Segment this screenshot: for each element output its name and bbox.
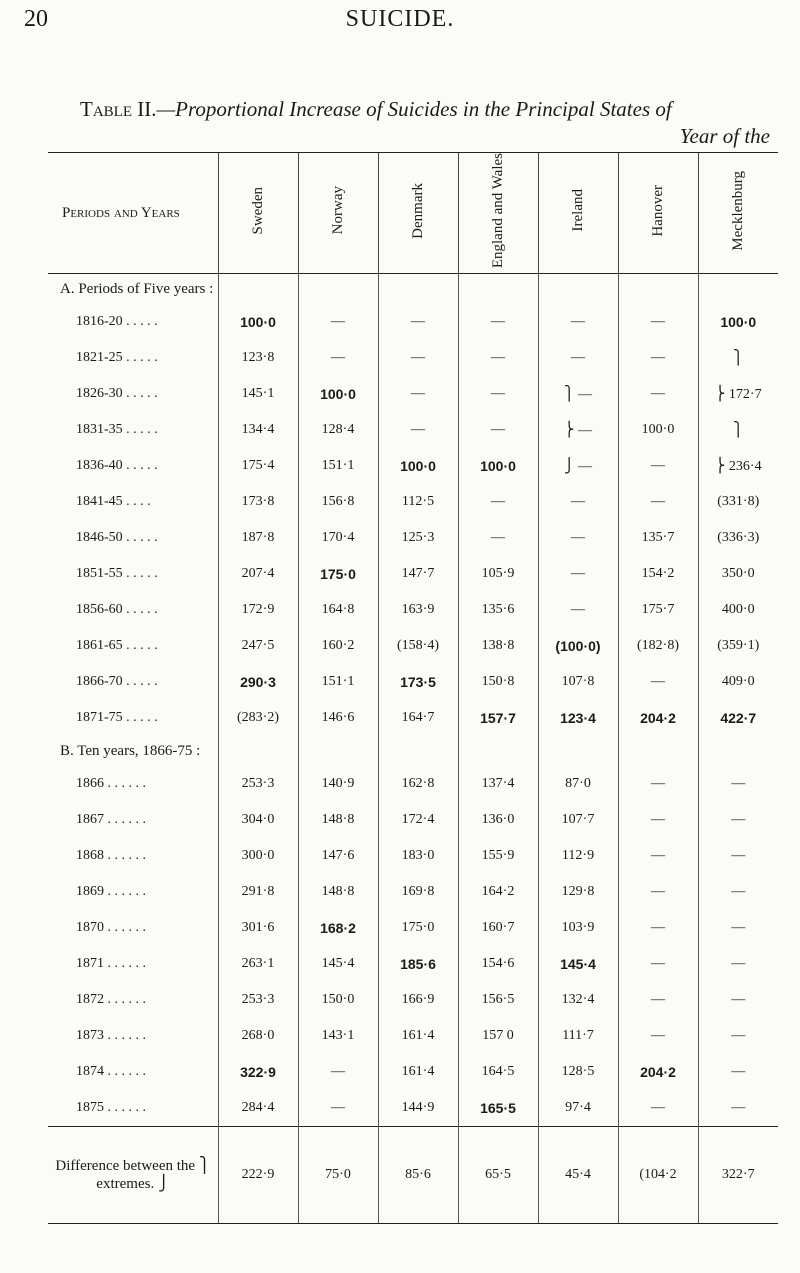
table-cell: 422·7 <box>698 700 778 736</box>
row-label: 1870 . . . . . . <box>76 920 146 936</box>
header-periods-years: Periods and Years <box>48 153 218 274</box>
difference-cell: 45·4 <box>538 1127 618 1224</box>
page-header <box>0 0 800 80</box>
running-head: SUICIDE. <box>345 6 455 32</box>
suicide-table <box>48 152 778 1224</box>
table-row <box>48 766 778 802</box>
table-row <box>48 340 778 376</box>
difference-cell: 75·0 <box>298 1127 378 1224</box>
table-cell: — <box>538 340 618 376</box>
table-cell: 175·0 <box>378 910 458 946</box>
table-row <box>48 376 778 412</box>
table-cell: — <box>538 556 618 592</box>
table-cell: ⎭ — <box>538 448 618 484</box>
table-cell: ⎬ 236·4 <box>698 448 778 484</box>
table-cell: 172·4 <box>378 802 458 838</box>
table-cell: 87·0 <box>538 766 618 802</box>
table-cell: — <box>458 520 538 556</box>
table-cell: 183·0 <box>378 838 458 874</box>
table-cell: 128·5 <box>538 1054 618 1090</box>
table-cell: 123·8 <box>218 340 298 376</box>
table-cell: 170·4 <box>298 520 378 556</box>
table-cell: 291·8 <box>218 874 298 910</box>
table-cell: 164·8 <box>298 592 378 628</box>
table-cell: — <box>618 304 698 340</box>
header-norway: Norway <box>298 153 378 274</box>
row-label: 1874 . . . . . . <box>76 1064 146 1080</box>
table-cell: — <box>698 910 778 946</box>
caption-lead: Table II. <box>80 97 157 121</box>
table-cell: — <box>618 946 698 982</box>
table-cell: 137·4 <box>458 766 538 802</box>
table-cell: 160·2 <box>298 628 378 664</box>
table-cell: — <box>618 874 698 910</box>
table-cell: 164·7 <box>378 700 458 736</box>
table-cell: 350·0 <box>698 556 778 592</box>
table-cell: — <box>698 838 778 874</box>
table-cell: — <box>458 304 538 340</box>
row-label: 1869 . . . . . . <box>76 884 146 900</box>
table-cell: 112·9 <box>538 838 618 874</box>
table-cell: 146·6 <box>298 700 378 736</box>
table-cell: — <box>298 1054 378 1090</box>
table-cell: — <box>698 1090 778 1127</box>
table-cell: (100·0) <box>538 628 618 664</box>
table-cell: 164·2 <box>458 874 538 910</box>
table-cell: 105·9 <box>458 556 538 592</box>
table-cell: 161·4 <box>378 1018 458 1054</box>
table-cell: — <box>618 664 698 700</box>
table-cell: 150·0 <box>298 982 378 1018</box>
table-row <box>48 628 778 664</box>
table-row <box>48 874 778 910</box>
row-label: 1873 . . . . . . <box>76 1028 146 1044</box>
section-b-heading: B. Ten years, 1866-75 : <box>48 736 778 766</box>
table-cell: — <box>538 484 618 520</box>
table-cell: 263·1 <box>218 946 298 982</box>
table-cell: — <box>698 982 778 1018</box>
row-label: 1866 . . . . . . <box>76 776 146 792</box>
table-cell: 161·4 <box>378 1054 458 1090</box>
row-label: 1816-20 . . . . . <box>76 314 158 330</box>
table-cell: 138·8 <box>458 628 538 664</box>
table-cell: — <box>618 1090 698 1127</box>
table-cell: — <box>298 1090 378 1127</box>
table-cell: — <box>618 982 698 1018</box>
table-cell: 129·8 <box>538 874 618 910</box>
table-cell: (331·8) <box>698 484 778 520</box>
table-cell: — <box>378 304 458 340</box>
table-cell: 166·9 <box>378 982 458 1018</box>
table-row <box>48 304 778 340</box>
table-cell: 97·4 <box>538 1090 618 1127</box>
header-hanover: Hanover <box>618 153 698 274</box>
table-row <box>48 592 778 628</box>
table-cell: 168·2 <box>298 910 378 946</box>
table-cell: — <box>458 376 538 412</box>
table-cell: 135·7 <box>618 520 698 556</box>
table-cell: — <box>298 340 378 376</box>
table-cell: 107·7 <box>538 802 618 838</box>
table-row <box>48 1090 778 1127</box>
table-cell: 204·2 <box>618 700 698 736</box>
table-cell: 173·5 <box>378 664 458 700</box>
difference-cell: 322·7 <box>698 1127 778 1224</box>
table-cell: 187·8 <box>218 520 298 556</box>
table-caption <box>80 96 792 150</box>
caption-title-line1: —Proportional Increase of Suicides in the Principal States of <box>156 97 672 121</box>
table-cell: — <box>618 802 698 838</box>
row-label: 1841-45 . . . . <box>76 494 151 510</box>
table-cell: 409·0 <box>698 664 778 700</box>
row-label: 1846-50 . . . . . <box>76 530 158 546</box>
table-row <box>48 946 778 982</box>
table-cell: 204·2 <box>618 1054 698 1090</box>
table-cell: — <box>618 340 698 376</box>
table-row <box>48 448 778 484</box>
table-cell: 100·0 <box>378 448 458 484</box>
row-label: 1872 . . . . . . <box>76 992 146 1008</box>
table-cell: 112·5 <box>378 484 458 520</box>
table-cell: 400·0 <box>698 592 778 628</box>
table-row <box>48 1018 778 1054</box>
table-cell: 164·5 <box>458 1054 538 1090</box>
table-cell: — <box>538 304 618 340</box>
table-cell: ⎬ 172·7 <box>698 376 778 412</box>
table-cell: 100·0 <box>458 448 538 484</box>
row-label: 1875 . . . . . . <box>76 1100 146 1116</box>
difference-label: Difference between the ⎫ extremes. ⎭ <box>48 1127 218 1224</box>
table-cell: 172·9 <box>218 592 298 628</box>
row-label: 1826-30 . . . . . <box>76 386 158 402</box>
table-cell: 103·9 <box>538 910 618 946</box>
table-cell: (359·1) <box>698 628 778 664</box>
row-label: 1867 . . . . . . <box>76 812 146 828</box>
table-cell: — <box>378 412 458 448</box>
table-cell: — <box>618 766 698 802</box>
caption-title-line2: Year of the <box>679 124 770 148</box>
table-cell: 173·8 <box>218 484 298 520</box>
row-label: 1871 . . . . . . <box>76 956 146 972</box>
table-row <box>48 412 778 448</box>
difference-row <box>48 1127 778 1224</box>
header-ireland: Ireland <box>538 153 618 274</box>
table-cell: 147·6 <box>298 838 378 874</box>
table-cell: 111·7 <box>538 1018 618 1054</box>
table-cell: — <box>618 838 698 874</box>
table-cell: 148·8 <box>298 874 378 910</box>
table-cell: 300·0 <box>218 838 298 874</box>
header-england-wales: England and Wales <box>458 153 538 274</box>
table-cell: 154·6 <box>458 946 538 982</box>
difference-cell: (104·2 <box>618 1127 698 1224</box>
table-cell: 175·0 <box>298 556 378 592</box>
row-label: 1851-55 . . . . . <box>76 566 158 582</box>
table-cell: 134·4 <box>218 412 298 448</box>
row-label: 1868 . . . . . . <box>76 848 146 864</box>
table-cell: 157·7 <box>458 700 538 736</box>
table-cell: 155·9 <box>458 838 538 874</box>
table-cell: 163·9 <box>378 592 458 628</box>
table-cell: 150·8 <box>458 664 538 700</box>
table-cell: 136·0 <box>458 802 538 838</box>
table-cell: — <box>698 802 778 838</box>
table-cell: 123·4 <box>538 700 618 736</box>
table-cell: 145·4 <box>298 946 378 982</box>
difference-cell: 222·9 <box>218 1127 298 1224</box>
table-cell: 185·6 <box>378 946 458 982</box>
table-cell: 290·3 <box>218 664 298 700</box>
table-cell: — <box>298 304 378 340</box>
table-cell: 145·4 <box>538 946 618 982</box>
table-cell: — <box>538 520 618 556</box>
table-cell: 151·1 <box>298 448 378 484</box>
table-cell: 135·6 <box>458 592 538 628</box>
row-label: 1821-25 . . . . . <box>76 350 158 366</box>
table-cell: — <box>618 448 698 484</box>
table-cell: 100·0 <box>698 304 778 340</box>
table-cell: 151·1 <box>298 664 378 700</box>
table-cell: 100·0 <box>218 304 298 340</box>
table-cell: ⎫ <box>698 340 778 376</box>
table-cell: (336·3) <box>698 520 778 556</box>
table-row <box>48 484 778 520</box>
table-row <box>48 1054 778 1090</box>
table-cell: 156·8 <box>298 484 378 520</box>
table-cell: — <box>698 766 778 802</box>
table-row <box>48 838 778 874</box>
row-label: 1836-40 . . . . . <box>76 458 158 474</box>
table-cell: — <box>618 376 698 412</box>
table-cell: — <box>698 1018 778 1054</box>
table-cell: — <box>458 340 538 376</box>
header-mecklenburg: Mecklenburg <box>698 153 778 274</box>
table-cell: 148·8 <box>298 802 378 838</box>
table-row <box>48 910 778 946</box>
table-cell: (182·8) <box>618 628 698 664</box>
table-cell: 100·0 <box>298 376 378 412</box>
table-cell: 175·7 <box>618 592 698 628</box>
table-cell: — <box>378 376 458 412</box>
table-row <box>48 556 778 592</box>
difference-cell: 85·6 <box>378 1127 458 1224</box>
table-cell: 253·3 <box>218 982 298 1018</box>
table-cell: 144·9 <box>378 1090 458 1127</box>
table-cell: 284·4 <box>218 1090 298 1127</box>
row-label: 1866-70 . . . . . <box>76 674 158 690</box>
row-label: 1856-60 . . . . . <box>76 602 158 618</box>
table-cell: — <box>538 592 618 628</box>
table-cell: 169·8 <box>378 874 458 910</box>
table-row <box>48 520 778 556</box>
table-cell: 268·0 <box>218 1018 298 1054</box>
difference-cell: 65·5 <box>458 1127 538 1224</box>
table-cell: 125·3 <box>378 520 458 556</box>
table-row <box>48 982 778 1018</box>
table-cell: 100·0 <box>618 412 698 448</box>
table-cell: (158·4) <box>378 628 458 664</box>
table-cell: — <box>618 910 698 946</box>
table-cell: 247·5 <box>218 628 298 664</box>
table-cell: — <box>698 1054 778 1090</box>
table-cell: — <box>378 340 458 376</box>
table-cell: — <box>458 484 538 520</box>
table-cell: 207·4 <box>218 556 298 592</box>
header-sweden: Sweden <box>218 153 298 274</box>
table-cell: 140·9 <box>298 766 378 802</box>
table-cell: (283·2) <box>218 700 298 736</box>
table-cell: 143·1 <box>298 1018 378 1054</box>
table-cell: 154·2 <box>618 556 698 592</box>
table-cell: ⎫ <box>698 412 778 448</box>
table-cell: — <box>618 484 698 520</box>
table-cell: 157 0 <box>458 1018 538 1054</box>
table-cell: 128·4 <box>298 412 378 448</box>
table-row <box>48 700 778 736</box>
table-cell: — <box>698 874 778 910</box>
table-header-row <box>48 153 778 274</box>
table-row <box>48 802 778 838</box>
table-cell: 145·1 <box>218 376 298 412</box>
table-cell: — <box>458 412 538 448</box>
table-cell: 175·4 <box>218 448 298 484</box>
page-number: 20 <box>24 6 48 32</box>
table-cell: ⎬ — <box>538 412 618 448</box>
table-cell: 147·7 <box>378 556 458 592</box>
table-cell: 107·8 <box>538 664 618 700</box>
table-cell: ⎫ — <box>538 376 618 412</box>
table-cell: 253·3 <box>218 766 298 802</box>
table-cell: 165·5 <box>458 1090 538 1127</box>
table-cell: 156·5 <box>458 982 538 1018</box>
row-label: 1871-75 . . . . . <box>76 710 158 726</box>
table-cell: 160·7 <box>458 910 538 946</box>
table-cell: 301·6 <box>218 910 298 946</box>
header-denmark: Denmark <box>378 153 458 274</box>
table-cell: 322·9 <box>218 1054 298 1090</box>
table-cell: 162·8 <box>378 766 458 802</box>
table-cell: 132·4 <box>538 982 618 1018</box>
row-label: 1831-35 . . . . . <box>76 422 158 438</box>
table-row <box>48 664 778 700</box>
table-cell: — <box>618 1018 698 1054</box>
table-cell: 304·0 <box>218 802 298 838</box>
table-cell: — <box>698 946 778 982</box>
row-label: 1861-65 . . . . . <box>76 638 158 654</box>
section-a-heading: A. Periods of Five years : <box>48 274 778 305</box>
